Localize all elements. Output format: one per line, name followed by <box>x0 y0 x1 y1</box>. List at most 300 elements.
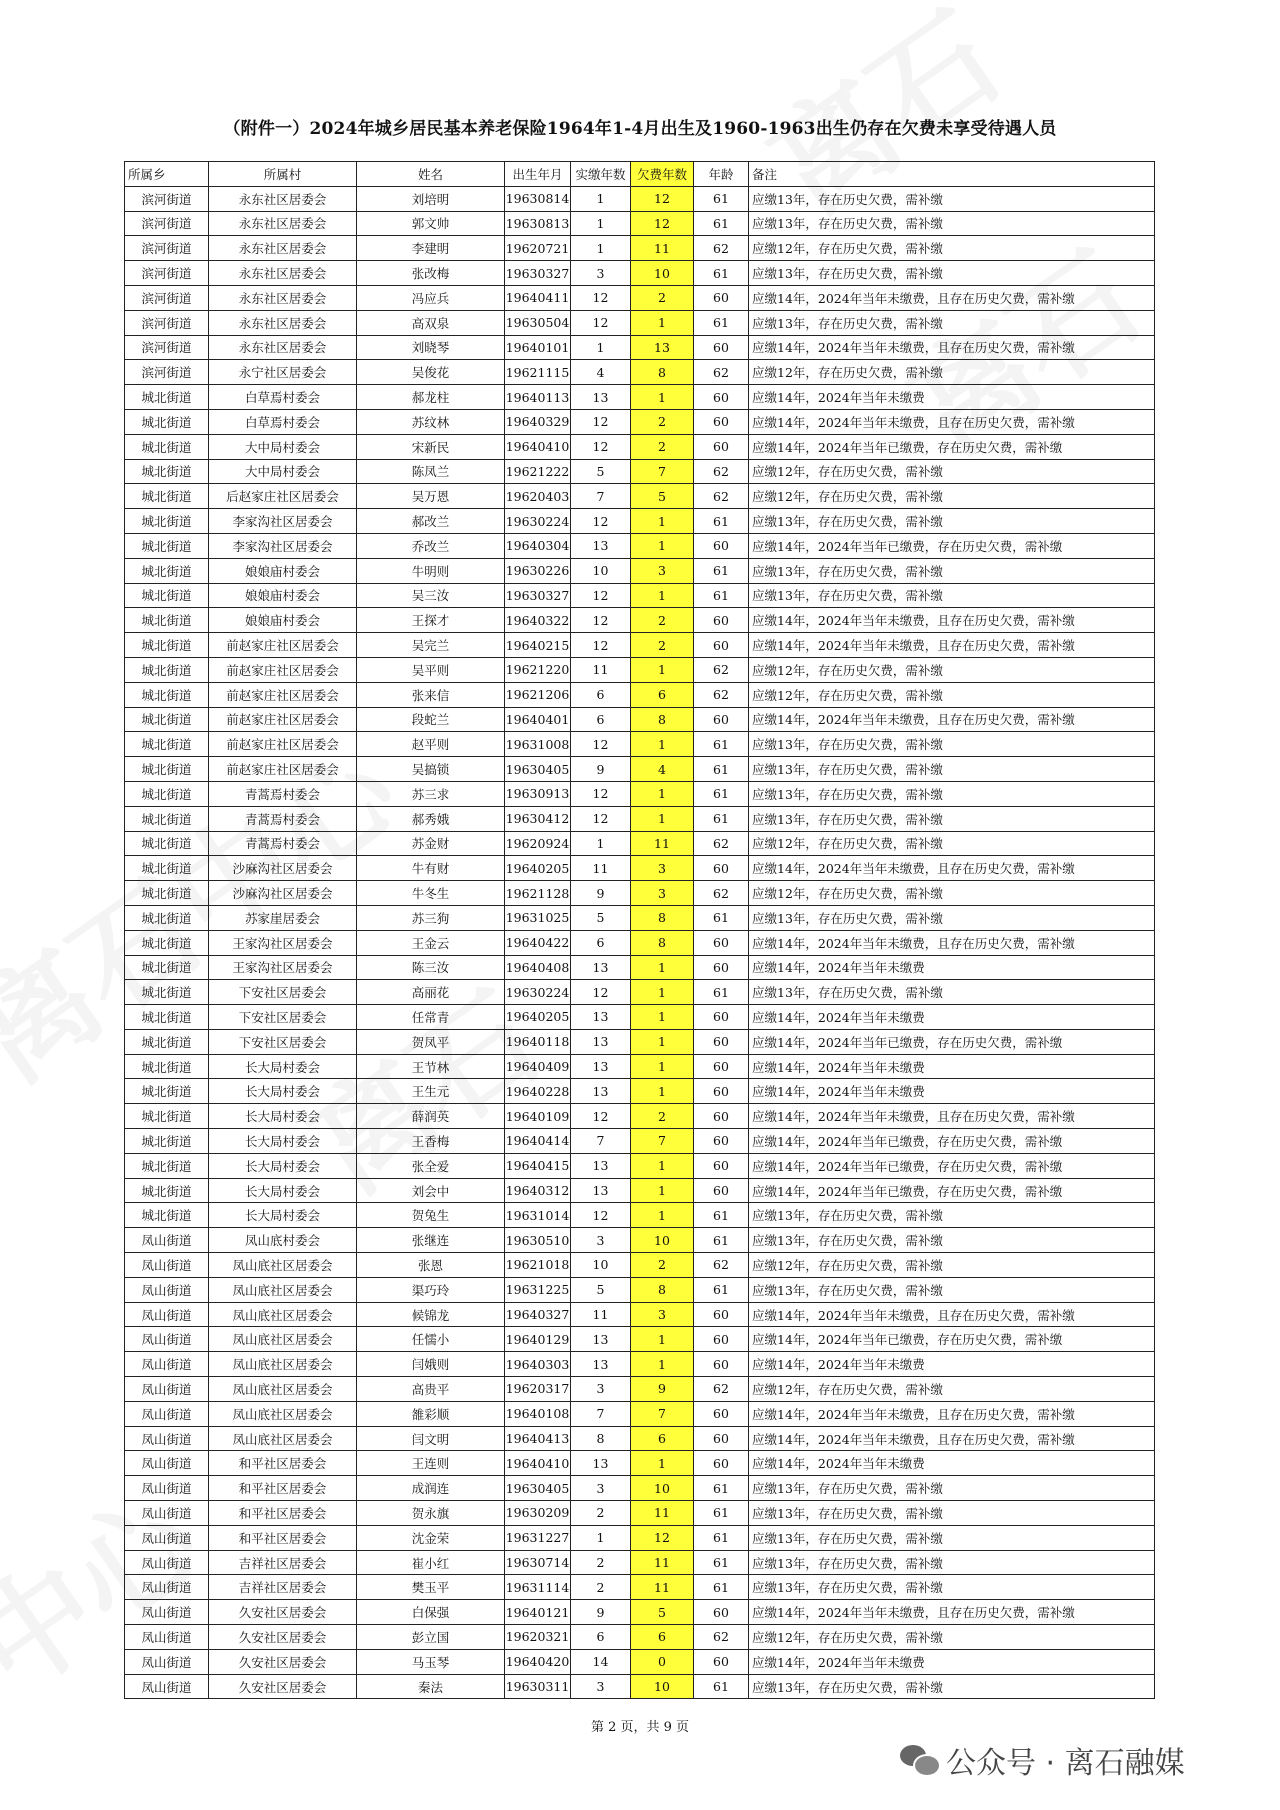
age-cell: 60 <box>694 633 749 658</box>
birth-cell: 19630209 <box>505 1501 571 1526</box>
birth-cell: 19630412 <box>505 806 571 831</box>
table-row <box>125 1575 1155 1600</box>
name-cell: 陈三汝 <box>357 955 505 980</box>
birth-cell: 19631025 <box>505 905 571 930</box>
age-cell: 61 <box>694 583 749 608</box>
village-cell: 前赵家庄社区居委会 <box>209 657 357 682</box>
remarks-cell: 应缴13年，存在历史欠费，需补缴 <box>749 980 1155 1005</box>
village-cell: 长大局村委会 <box>209 1203 357 1228</box>
village-cell: 凤山底社区居委会 <box>209 1377 357 1402</box>
arrears-years-cell: 1 <box>631 1153 694 1178</box>
arrears-years-cell: 2 <box>631 434 694 459</box>
village-cell: 王家沟社区居委会 <box>209 930 357 955</box>
paid-years-cell: 3 <box>571 1228 631 1253</box>
township-cell: 城北街道 <box>125 1054 209 1079</box>
arrears-years-cell: 8 <box>631 360 694 385</box>
arrears-years-cell: 10 <box>631 1674 694 1699</box>
arrears-years-cell: 11 <box>631 1575 694 1600</box>
township-cell: 凤山街道 <box>125 1476 209 1501</box>
remarks-cell: 应缴13年，存在历史欠费，需补缴 <box>749 1476 1155 1501</box>
remarks-cell: 应缴14年，2024年当年已缴费，存在历史欠费，需补缴 <box>749 434 1155 459</box>
name-cell: 张来信 <box>357 682 505 707</box>
arrears-years-cell: 8 <box>631 905 694 930</box>
age-cell: 61 <box>694 1525 749 1550</box>
remarks-cell: 应缴14年，2024年当年未缴费 <box>749 955 1155 980</box>
village-cell: 王家沟社区居委会 <box>209 955 357 980</box>
remarks-cell: 应缴12年，存在历史欠费，需补缴 <box>749 236 1155 261</box>
age-cell: 60 <box>694 1401 749 1426</box>
arrears-years-cell: 4 <box>631 757 694 782</box>
name-cell: 任懦小 <box>357 1327 505 1352</box>
header-birth: 出生年月 <box>505 162 571 187</box>
birth-cell: 19631114 <box>505 1575 571 1600</box>
birth-cell: 19640113 <box>505 385 571 410</box>
name-cell: 吴万恩 <box>357 484 505 509</box>
arrears-years-cell: 2 <box>631 409 694 434</box>
paid-years-cell: 13 <box>571 1451 631 1476</box>
birth-cell: 19630813 <box>505 211 571 236</box>
table-row <box>125 310 1155 335</box>
arrears-table <box>124 161 1155 1699</box>
arrears-years-cell: 2 <box>631 1253 694 1278</box>
name-cell: 张恩 <box>357 1253 505 1278</box>
paid-years-cell: 13 <box>571 1178 631 1203</box>
table-row <box>125 1377 1155 1402</box>
village-cell: 永宁社区居委会 <box>209 360 357 385</box>
paid-years-cell: 11 <box>571 856 631 881</box>
age-cell: 61 <box>694 757 749 782</box>
paid-years-cell: 3 <box>571 1476 631 1501</box>
paid-years-cell: 2 <box>571 1575 631 1600</box>
table-row <box>125 757 1155 782</box>
age-cell: 60 <box>694 1327 749 1352</box>
township-cell: 凤山街道 <box>125 1550 209 1575</box>
township-cell: 滨河街道 <box>125 236 209 261</box>
table-header-row <box>125 162 1155 187</box>
name-cell: 刘晓琴 <box>357 335 505 360</box>
table-row <box>125 1228 1155 1253</box>
village-cell: 永东社区居委会 <box>209 310 357 335</box>
village-cell: 白草焉村委会 <box>209 409 357 434</box>
birth-cell: 19630224 <box>505 509 571 534</box>
arrears-years-cell: 1 <box>631 1352 694 1377</box>
paid-years-cell: 12 <box>571 980 631 1005</box>
table-row <box>125 732 1155 757</box>
birth-cell: 19630226 <box>505 558 571 583</box>
village-cell: 娘娘庙村委会 <box>209 583 357 608</box>
name-cell: 吴平则 <box>357 657 505 682</box>
paid-years-cell: 12 <box>571 1203 631 1228</box>
name-cell: 贺永旗 <box>357 1501 505 1526</box>
township-cell: 城北街道 <box>125 1178 209 1203</box>
table-row <box>125 459 1155 484</box>
age-cell: 60 <box>694 930 749 955</box>
table-row <box>125 1054 1155 1079</box>
township-cell: 城北街道 <box>125 533 209 558</box>
paid-years-cell: 12 <box>571 285 631 310</box>
table-row <box>125 186 1155 211</box>
age-cell: 60 <box>694 1054 749 1079</box>
paid-years-cell: 1 <box>571 831 631 856</box>
name-cell: 乔改兰 <box>357 533 505 558</box>
village-cell: 和平社区居委会 <box>209 1476 357 1501</box>
age-cell: 60 <box>694 955 749 980</box>
table-body <box>125 186 1155 1699</box>
village-cell: 凤山底社区居委会 <box>209 1352 357 1377</box>
village-cell: 凤山底社区居委会 <box>209 1327 357 1352</box>
township-cell: 城北街道 <box>125 484 209 509</box>
birth-cell: 19630504 <box>505 310 571 335</box>
township-cell: 凤山街道 <box>125 1625 209 1650</box>
remarks-cell: 应缴13年，存在历史欠费，需补缴 <box>749 732 1155 757</box>
paid-years-cell: 5 <box>571 905 631 930</box>
age-cell: 61 <box>694 310 749 335</box>
township-cell: 凤山街道 <box>125 1451 209 1476</box>
age-cell: 62 <box>694 881 749 906</box>
remarks-cell: 应缴12年，存在历史欠费，需补缴 <box>749 1377 1155 1402</box>
name-cell: 苏纹林 <box>357 409 505 434</box>
table-row <box>125 1079 1155 1104</box>
name-cell: 张继连 <box>357 1228 505 1253</box>
remarks-cell: 应缴13年，存在历史欠费，需补缴 <box>749 509 1155 534</box>
paid-years-cell: 2 <box>571 1501 631 1526</box>
arrears-years-cell: 12 <box>631 1525 694 1550</box>
name-cell: 张改梅 <box>357 261 505 286</box>
birth-cell: 19640322 <box>505 608 571 633</box>
paid-years-cell: 6 <box>571 682 631 707</box>
age-cell: 61 <box>694 1228 749 1253</box>
age-cell: 60 <box>694 1079 749 1104</box>
village-cell: 下安社区居委会 <box>209 1029 357 1054</box>
arrears-years-cell: 12 <box>631 186 694 211</box>
township-cell: 凤山街道 <box>125 1277 209 1302</box>
age-cell: 62 <box>694 459 749 484</box>
table-row <box>125 360 1155 385</box>
arrears-years-cell: 1 <box>631 1327 694 1352</box>
remarks-cell: 应缴14年，2024年当年未缴费 <box>749 1649 1155 1674</box>
remarks-cell: 应缴14年，2024年当年未缴费 <box>749 1005 1155 1030</box>
brand-label: 公众号 · 离石融媒 <box>946 1746 1185 1781</box>
table-row <box>125 781 1155 806</box>
age-cell: 60 <box>694 1451 749 1476</box>
township-cell: 城北街道 <box>125 831 209 856</box>
remarks-cell: 应缴14年，2024年当年未缴费 <box>749 1054 1155 1079</box>
remarks-cell: 应缴14年，2024年当年未缴费，且存在历史欠费，需补缴 <box>749 1104 1155 1129</box>
name-cell: 马玉琴 <box>357 1649 505 1674</box>
arrears-years-cell: 1 <box>631 583 694 608</box>
remarks-cell: 应缴13年，存在历史欠费，需补缴 <box>749 558 1155 583</box>
table-row <box>125 1005 1155 1030</box>
name-cell: 贺兔生 <box>357 1203 505 1228</box>
birth-cell: 19640411 <box>505 285 571 310</box>
township-cell: 城北街道 <box>125 1203 209 1228</box>
name-cell: 任常青 <box>357 1005 505 1030</box>
paid-years-cell: 10 <box>571 1253 631 1278</box>
township-cell: 城北街道 <box>125 1079 209 1104</box>
arrears-years-cell: 6 <box>631 1426 694 1451</box>
village-cell: 久安社区居委会 <box>209 1625 357 1650</box>
paid-years-cell: 5 <box>571 1277 631 1302</box>
name-cell: 赵平则 <box>357 732 505 757</box>
township-cell: 凤山街道 <box>125 1377 209 1402</box>
paid-years-cell: 12 <box>571 633 631 658</box>
arrears-years-cell: 3 <box>631 856 694 881</box>
arrears-years-cell: 1 <box>631 1054 694 1079</box>
remarks-cell: 应缴13年，存在历史欠费，需补缴 <box>749 583 1155 608</box>
birth-cell: 19630327 <box>505 583 571 608</box>
name-cell: 吴搞锁 <box>357 757 505 782</box>
header-age: 年龄 <box>694 162 749 187</box>
township-cell: 城北街道 <box>125 707 209 732</box>
arrears-years-cell: 6 <box>631 1625 694 1650</box>
village-cell: 李家沟社区居委会 <box>209 533 357 558</box>
age-cell: 61 <box>694 509 749 534</box>
paid-years-cell: 2 <box>571 1550 631 1575</box>
table-row <box>125 980 1155 1005</box>
birth-cell: 19630510 <box>505 1228 571 1253</box>
birth-cell: 19631014 <box>505 1203 571 1228</box>
birth-cell: 19640410 <box>505 1451 571 1476</box>
name-cell: 白保强 <box>357 1600 505 1625</box>
village-cell: 永东社区居委会 <box>209 236 357 261</box>
township-cell: 城北街道 <box>125 781 209 806</box>
township-cell: 凤山街道 <box>125 1302 209 1327</box>
age-cell: 60 <box>694 385 749 410</box>
header-name: 姓名 <box>357 162 505 187</box>
arrears-years-cell: 10 <box>631 1476 694 1501</box>
birth-cell: 19640413 <box>505 1426 571 1451</box>
remarks-cell: 应缴12年，存在历史欠费，需补缴 <box>749 360 1155 385</box>
age-cell: 61 <box>694 1674 749 1699</box>
township-cell: 凤山街道 <box>125 1674 209 1699</box>
birth-cell: 19630224 <box>505 980 571 1005</box>
arrears-years-cell: 11 <box>631 831 694 856</box>
table-row <box>125 1153 1155 1178</box>
arrears-years-cell: 2 <box>631 633 694 658</box>
table-row <box>125 285 1155 310</box>
paid-years-cell: 6 <box>571 930 631 955</box>
table-row <box>125 1129 1155 1154</box>
birth-cell: 19621128 <box>505 881 571 906</box>
age-cell: 61 <box>694 806 749 831</box>
arrears-years-cell: 1 <box>631 806 694 831</box>
name-cell: 牛冬生 <box>357 881 505 906</box>
remarks-cell: 应缴14年，2024年当年已缴费，存在历史欠费，需补缴 <box>749 1029 1155 1054</box>
remarks-cell: 应缴12年，存在历史欠费，需补缴 <box>749 682 1155 707</box>
township-cell: 滨河街道 <box>125 285 209 310</box>
paid-years-cell: 1 <box>571 211 631 236</box>
table-row <box>125 261 1155 286</box>
township-cell: 城北街道 <box>125 930 209 955</box>
birth-cell: 19640408 <box>505 955 571 980</box>
name-cell: 牛明则 <box>357 558 505 583</box>
name-cell: 郝改兰 <box>357 509 505 534</box>
remarks-cell: 应缴14年，2024年当年未缴费，且存在历史欠费，需补缴 <box>749 608 1155 633</box>
table-row <box>125 1525 1155 1550</box>
age-cell: 60 <box>694 533 749 558</box>
age-cell: 61 <box>694 186 749 211</box>
arrears-years-cell: 1 <box>631 1005 694 1030</box>
paid-years-cell: 13 <box>571 1153 631 1178</box>
name-cell: 牛有财 <box>357 856 505 881</box>
township-cell: 滨河街道 <box>125 310 209 335</box>
arrears-years-cell: 5 <box>631 1600 694 1625</box>
name-cell: 雒彩顺 <box>357 1401 505 1426</box>
paid-years-cell: 3 <box>571 1674 631 1699</box>
paid-years-cell: 12 <box>571 806 631 831</box>
table-row <box>125 955 1155 980</box>
name-cell: 成润连 <box>357 1476 505 1501</box>
table-row <box>125 905 1155 930</box>
village-cell: 凤山底村委会 <box>209 1228 357 1253</box>
age-cell: 60 <box>694 335 749 360</box>
village-cell: 吉祥社区居委会 <box>209 1550 357 1575</box>
arrears-years-cell: 8 <box>631 930 694 955</box>
village-cell: 永东社区居委会 <box>209 186 357 211</box>
remarks-cell: 应缴14年，2024年当年未缴费 <box>749 385 1155 410</box>
birth-cell: 19640205 <box>505 856 571 881</box>
table-row <box>125 806 1155 831</box>
birth-cell: 19630405 <box>505 757 571 782</box>
paid-years-cell: 7 <box>571 1129 631 1154</box>
table-row <box>125 335 1155 360</box>
paid-years-cell: 3 <box>571 261 631 286</box>
township-cell: 城北街道 <box>125 806 209 831</box>
age-cell: 60 <box>694 409 749 434</box>
township-cell: 凤山街道 <box>125 1501 209 1526</box>
village-cell: 长大局村委会 <box>209 1054 357 1079</box>
age-cell: 61 <box>694 1203 749 1228</box>
name-cell: 吴完兰 <box>357 633 505 658</box>
table-row <box>125 657 1155 682</box>
arrears-years-cell: 10 <box>631 261 694 286</box>
arrears-years-cell: 8 <box>631 1277 694 1302</box>
township-cell: 城北街道 <box>125 409 209 434</box>
township-cell: 城北街道 <box>125 385 209 410</box>
name-cell: 王生元 <box>357 1079 505 1104</box>
township-cell: 城北街道 <box>125 583 209 608</box>
remarks-cell: 应缴14年，2024年当年未缴费，且存在历史欠费，需补缴 <box>749 707 1155 732</box>
table-row <box>125 1674 1155 1699</box>
birth-cell: 19630405 <box>505 1476 571 1501</box>
village-cell: 大中局村委会 <box>209 459 357 484</box>
name-cell: 王探才 <box>357 608 505 633</box>
remarks-cell: 应缴14年，2024年当年已缴费，存在历史欠费，需补缴 <box>749 533 1155 558</box>
township-cell: 城北街道 <box>125 608 209 633</box>
birth-cell: 19620317 <box>505 1377 571 1402</box>
remarks-cell: 应缴14年，2024年当年未缴费 <box>749 1079 1155 1104</box>
village-cell: 长大局村委会 <box>209 1129 357 1154</box>
paid-years-cell: 7 <box>571 484 631 509</box>
table-row <box>125 1401 1155 1426</box>
village-cell: 长大局村委会 <box>209 1178 357 1203</box>
arrears-years-cell: 1 <box>631 385 694 410</box>
arrears-years-cell: 1 <box>631 732 694 757</box>
header-remarks: 备注 <box>749 162 1155 187</box>
township-cell: 城北街道 <box>125 434 209 459</box>
remarks-cell: 应缴14年，2024年当年未缴费，且存在历史欠费，需补缴 <box>749 930 1155 955</box>
header-arrears-years: 欠费年数 <box>631 162 694 187</box>
remarks-cell: 应缴14年，2024年当年未缴费，且存在历史欠费，需补缴 <box>749 1600 1155 1625</box>
table-row <box>125 409 1155 434</box>
village-cell: 凤山底社区居委会 <box>209 1253 357 1278</box>
village-cell: 李家沟社区居委会 <box>209 509 357 534</box>
age-cell: 60 <box>694 1129 749 1154</box>
paid-years-cell: 6 <box>571 1625 631 1650</box>
township-cell: 城北街道 <box>125 905 209 930</box>
birth-cell: 19630311 <box>505 1674 571 1699</box>
village-cell: 青蒿焉村委会 <box>209 781 357 806</box>
birth-cell: 19640109 <box>505 1104 571 1129</box>
birth-cell: 19640205 <box>505 1005 571 1030</box>
age-cell: 61 <box>694 211 749 236</box>
township-cell: 城北街道 <box>125 757 209 782</box>
name-cell: 吴三汝 <box>357 583 505 608</box>
birth-cell: 19630327 <box>505 261 571 286</box>
age-cell: 60 <box>694 1426 749 1451</box>
remarks-cell: 应缴13年，存在历史欠费，需补缴 <box>749 1674 1155 1699</box>
township-cell: 凤山街道 <box>125 1352 209 1377</box>
name-cell: 闫娥则 <box>357 1352 505 1377</box>
village-cell: 凤山底社区居委会 <box>209 1401 357 1426</box>
arrears-years-cell: 8 <box>631 707 694 732</box>
township-cell: 城北街道 <box>125 1029 209 1054</box>
name-cell: 高丽花 <box>357 980 505 1005</box>
remarks-cell: 应缴14年，2024年当年未缴费，且存在历史欠费，需补缴 <box>749 285 1155 310</box>
paid-years-cell: 12 <box>571 434 631 459</box>
name-cell: 薛润英 <box>357 1104 505 1129</box>
name-cell: 段蛇兰 <box>357 707 505 732</box>
remarks-cell: 应缴13年，存在历史欠费，需补缴 <box>749 1525 1155 1550</box>
remarks-cell: 应缴13年，存在历史欠费，需补缴 <box>749 261 1155 286</box>
name-cell: 郝秀娥 <box>357 806 505 831</box>
remarks-cell: 应缴13年，存在历史欠费，需补缴 <box>749 310 1155 335</box>
township-cell: 凤山街道 <box>125 1575 209 1600</box>
village-cell: 永东社区居委会 <box>209 261 357 286</box>
arrears-years-cell: 1 <box>631 1203 694 1228</box>
township-cell: 城北街道 <box>125 1129 209 1154</box>
table-row <box>125 1302 1155 1327</box>
arrears-years-cell: 1 <box>631 781 694 806</box>
remarks-cell: 应缴13年，存在历史欠费，需补缴 <box>749 781 1155 806</box>
birth-cell: 19640228 <box>505 1079 571 1104</box>
table-row <box>125 831 1155 856</box>
table-row <box>125 583 1155 608</box>
township-cell: 城北街道 <box>125 980 209 1005</box>
paid-years-cell: 9 <box>571 757 631 782</box>
age-cell: 60 <box>694 1302 749 1327</box>
name-cell: 郭文帅 <box>357 211 505 236</box>
wechat-icon <box>900 1745 938 1775</box>
table-row <box>125 1352 1155 1377</box>
village-cell: 长大局村委会 <box>209 1079 357 1104</box>
birth-cell: 19630714 <box>505 1550 571 1575</box>
paid-years-cell: 13 <box>571 955 631 980</box>
birth-cell: 19640312 <box>505 1178 571 1203</box>
village-cell: 前赵家庄社区居委会 <box>209 633 357 658</box>
age-cell: 60 <box>694 1153 749 1178</box>
paid-years-cell: 13 <box>571 1054 631 1079</box>
name-cell: 冯应兵 <box>357 285 505 310</box>
table-row <box>125 558 1155 583</box>
remarks-cell: 应缴14年，2024年当年未缴费，且存在历史欠费，需补缴 <box>749 856 1155 881</box>
age-cell: 61 <box>694 1277 749 1302</box>
township-cell: 城北街道 <box>125 955 209 980</box>
paid-years-cell: 8 <box>571 1426 631 1451</box>
table-row <box>125 533 1155 558</box>
arrears-years-cell: 5 <box>631 484 694 509</box>
paid-years-cell: 9 <box>571 1600 631 1625</box>
